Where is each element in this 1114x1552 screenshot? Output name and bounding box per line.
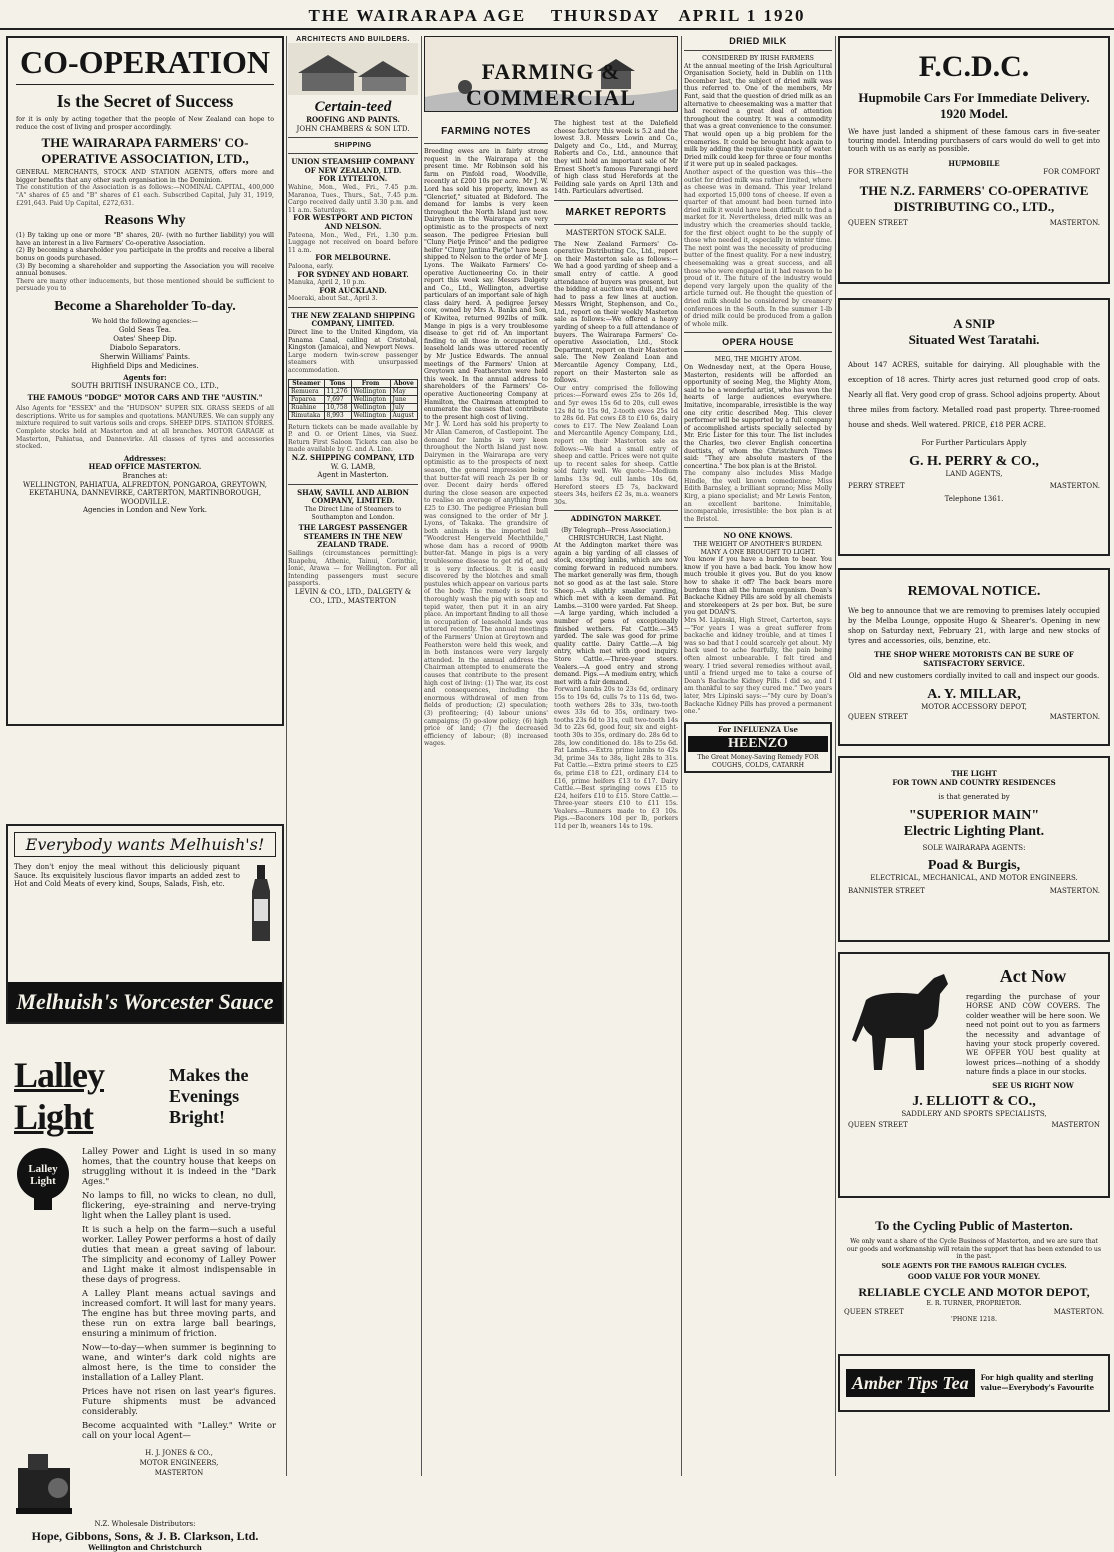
day: THURSDAY — [550, 6, 661, 25]
agencies-intro: We hold the following agencies:— — [92, 317, 198, 325]
removal-title: REMOVAL NOTICE. — [907, 584, 1041, 599]
lalley-headline-1: Makes the — [169, 1064, 249, 1085]
masterton-sale-text: The New Zealand Farmers' Co-operative Distributing Co., Ltd., report on their Masterton sale as follows:—We had a good yarding of sheep and a small entry of cattle. A good attendance of buyers was present, but the bidding at auction was dull, and we had to pass a few lines at auction. Messrs Wright, Stephenson, and Co., Ltd., report on their weekly Masterton sale as follows:—We offered a heavy yarding of sheep to a full attendance of buyers. The Wairarapa Farmers' Co-operative Association, Ltd., Stock Department, report on their Masterton sale. The New Zealand Loan and Mercantile Agency Company, Ltd., report on their Masterton sale as follows. — [554, 240, 678, 385]
opera-filler: The company also includes Miss Madge Hindle, the well known comedienne; Miss Edith Barnsley, a brilliant soprano; Miss Molly Kirg, a piano specialist; and Mr Lewis Fenton, an excellent baritone. Inimitable, incomparable, irresistible: the box plan is at the Bristol. — [684, 470, 832, 523]
opera-house-heading: OPERA HOUSE — [722, 337, 794, 348]
melhuish-ad — [6, 824, 284, 1024]
removal-shop: THE SHOP WHERE MOTORISTS CAN BE SURE OF SATISFACTORY SERVICE. — [874, 650, 1074, 668]
cycle-name: RELIABLE CYCLE AND MOTOR DEPOT, — [858, 1284, 1090, 1299]
date: APRIL 1 1920 — [678, 6, 806, 25]
act-role: SADDLERY AND SPORTS SPECIALISTS, — [901, 1110, 1047, 1119]
amber-tips-ad — [838, 1354, 1110, 1412]
certainteed-brand: Certain-teed — [314, 99, 392, 115]
cell: Wellington — [351, 403, 390, 411]
snip-town: MASTERTON. — [1049, 482, 1100, 491]
agency-item: Oates' Sheep Dip. — [113, 334, 177, 343]
light-ad — [838, 756, 1110, 942]
column-3 — [424, 36, 678, 1476]
snip-sub: Situated West Taratahi. — [908, 332, 1040, 347]
shaw-agents: LEVIN & CO., LTD., DALGETY & CO., LTD., MASTERTON — [294, 587, 412, 605]
masthead — [0, 0, 1114, 30]
masterton-sale-filler: Our entry comprised the following prices:—Forward ewes 25s to 26s 1d, and 5yr ewes 15s 6d to 20s, cull ewes 12s 8d to 15s 9d, 2-tooth ewes 25s 1d to 28s 6d. Fat cows £8 to £10 6s, dairy cows to £17. The New Zealand Loan and Mercantile Agency Company, Ltd., report on their Masterton sale as follows:—We had a small entry of sheep and cattle. Prices were not quite up to recent sales for sheep. Cattle sold fairly well. We quote:—Medium lambs 13s 9d, cull lambs 10s 6d, Hereford steers £5 7s, backward steers 34s, heifers £2 3s, m.a. weaners 30s. — [554, 384, 678, 506]
coop-capital: The constitution of the Association is as follows:—NOMINAL CAPITAL, 400,000 "A" shares of £5 and "B" shares of £1 each. Subscribed Capital, July 31, 1919, £291,643. Paid Up Capital, £272,631. — [16, 184, 274, 207]
snip-ad — [838, 298, 1110, 556]
cell: Wellington — [351, 411, 390, 419]
lalley-headline-2: Evenings Bright! — [169, 1085, 240, 1127]
fcdc-sub-1: Hupmobile Cars For Immediate Delivery. — [858, 90, 1090, 105]
table-header: Steamer — [289, 379, 325, 387]
agent-name: W. G. LAMB, — [330, 462, 376, 471]
flu-brand: HEENZO — [688, 736, 828, 752]
cycle-good: GOOD VALUE FOR YOUR MONEY. — [907, 1272, 1041, 1282]
cell: August — [390, 411, 417, 419]
no-one-text: You know if you have a burden to bear. You know if you have a bad back. You know how much trouble it gives you. But do you know how to shake it off? The back bears more burdens than all the human organism. Doan's Backache Kidney Pills are sold by all chemists and storekeepers at 2s per box. But, be sure you get DOAN'S. — [684, 556, 832, 617]
table-row — [289, 395, 418, 403]
cell: 10,758 — [324, 403, 351, 411]
opera-text: On Wednesday next, at the Opera House, Masterton, residents will be afforded an opportunity of seeing Meg, the Mighty Atom, said to be a wonderful artist, who has won the hearts of large audiences everywhere. Imitative, incomparable, irresistible is the way one city critic described Meg. This clever performer will be supported by a full company of accomplished artists specially selected by Mr. Eric Lister for this tour. The list includes the Charles, two clever English concertina duettists, of whom the Christchurch Times said: "They are absolute masters of the concertina." The box plan is at the Bristol. — [684, 363, 832, 470]
reasons-heading: Reasons Why — [104, 213, 186, 229]
notes-right-text: The highest test at the Dalefield cheese factory this week is 5.2 and the lowest 3.8. Messrs Lowin and Co., Dalgety and Co., Ltd., and Murray, Roberts and Co., Ltd., announce that they will hold an important sale of Mr Ernest Short's famous Parerangi herd of high class stud Herefords at the Feilding sale yards on April 13th and 14th. Particulars advertised. — [554, 120, 678, 196]
fcdc-hup: HUPMOBILE — [948, 158, 1000, 168]
opera-sub: MEG, THE MIGHTY ATOM. — [714, 356, 802, 364]
light-plant: Electric Lighting Plant. — [903, 823, 1045, 839]
dried-milk-sub: CONSIDERED BY IRISH FARMERS — [702, 55, 814, 62]
addington-text: At the Addington market there was again a big yarding of all classes of stock, excepting lambs, which are now coming forward in reduced numbers. The market generally was firm, though not so good as at the last sale. Store Sheep.—A slightly smaller yarding, which met with a keen demand. Fat Lambs.—3100 were yarded. Fat Sheep.—A large yarding, which included a number of pens of exceptionally finished wethers. Fat Cattle.—345 yarded. The sale was good for prime quality cattle. Dairy Cattle.—A big entry, which met with good inquiry. Store Cattle.—Three-year steers. Vealers.—A good entry and strong demand. Pigs.—A medium entry, which met with a fair demand. — [554, 542, 678, 686]
snip-title: A SNIP — [953, 316, 995, 331]
cell: Wellington — [351, 395, 390, 403]
return-tickets: Return tickets can be made available by P. and O. or Orient Lines, via Suez. Return First Saloon Tickets can also be made available by C. and A. Line. — [288, 423, 418, 454]
heenzo-ad — [684, 722, 832, 774]
cycle-title: To the Cycling Public of Masterton. — [875, 1218, 1073, 1233]
act-see: SEE US RIGHT NOW — [992, 1080, 1074, 1090]
act-firm: J. ELLIOTT & CO., — [912, 1094, 1036, 1110]
lalley-agent: H. J. JONES & CO., — [145, 1449, 213, 1457]
cycle-ad — [838, 1208, 1110, 1332]
flu-sub: The Great Money-Saving Remedy FOR COUGHS, COLDS, CATARRH — [697, 754, 819, 769]
lalley-para-4: A Lalley Plant means actual savings and increased comfort. It will last for many years. The engine has but three moving parts, and these run on extra large ball bearings, ensuring a minimum of friction. — [82, 1288, 276, 1338]
shaw-largest: THE LARGEST PASSENGER STEAMERS IN THE NEW ZEALAND TRADE. — [298, 523, 408, 550]
sauce-bottle-icon — [246, 863, 276, 943]
fcdc-ad — [838, 36, 1110, 284]
table-header: From — [351, 379, 390, 387]
snip-role: LAND AGENTS, — [945, 469, 1003, 478]
melhuish-body: They don't enjoy the meal without this deliciously piquant Sauce. Its exquisitely luscious flavor imparts an added zest to Hot and Cold Meats of every kind, Soups, Salads, Fish, etc. — [14, 863, 240, 889]
removal-town: MASTERTON. — [1049, 713, 1100, 722]
lalley-distributors-label: N.Z. Wholesale Distributors: — [94, 1520, 196, 1528]
for-westport: FOR WESTPORT AND PICTON AND NELSON. — [293, 213, 413, 231]
for-melbourne: FOR MELBOURNE. — [315, 253, 391, 263]
agency-item: Gold Seas Tea. — [118, 325, 172, 334]
lalley-bulb-icon — [14, 1146, 72, 1212]
no-one-filler: Mrs M. Lipinski, High Street, Carterton, says:—"For years I was a great sufferer from backache and kidney trouble, and at times I was so bad that I could scarcely get about. My back used to ache fearfully, the pain being often almost unbearable. I felt tired and weary. I tried several remedies without avail, until a friend urged me to take a course of Doan's Backache Kidney Pills. I did so, and I am thankful to say they cured me." Two years later, Mrs Lipinski says:—"My cure by Doan's Backache Kidney Pills has proved a permanent one." — [684, 616, 832, 716]
reason-3: (3) By becoming a shareholder and supporting the Association you will receive annual bonuses. — [16, 262, 274, 278]
shipping-heading: SHIPPING — [334, 142, 372, 150]
fcdc-text: We have just landed a shipment of these famous cars in five-seater touring model. Intending purchasers of cars would do well to get into touch with us as early as possible. — [848, 128, 1100, 154]
cell: Wellington — [351, 387, 390, 395]
column-5 — [838, 36, 1110, 1476]
shaw-name: SHAW, SAVILL AND ALBION COMPANY, LIMITED. — [297, 487, 409, 506]
removal-text: We beg to announce that we are removing to premises lately occupied by the Melba Lounge, opposite Hugo & Shearer's. Opening in new shop on Saturday next, February 21, with large and new stocks of tyres and accessories, oils, benzine, etc. — [848, 607, 1100, 645]
shipping-table — [288, 379, 418, 420]
snip-phone: Telephone 1361. — [944, 494, 1004, 503]
dried-milk-heading: DRIED MILK — [729, 36, 787, 46]
address-heading: Addresses: — [123, 453, 167, 463]
westport-times: Pateena, Mon., Wed., Fri., 1.30 p.m. Luggage not received on board before 11 a.m. — [288, 231, 418, 254]
table-header: Tons — [324, 379, 351, 387]
coop-intro: for it is only by acting together that the people of New Zealand can hope to reduce the cost of living and prosper accordingly. — [16, 116, 274, 131]
cell: Ruahine — [289, 403, 325, 411]
dealer: JOHN CHAMBERS & SON LTD. — [296, 124, 410, 133]
cycle-prop: E. R. TURNER, PROPRIETOR. — [926, 1299, 1022, 1307]
melhuish-banner: Melhuish's Worcester Sauce — [8, 982, 282, 1022]
coop-more: Also Agents for "ESSEX" and the "HUDSON" SUPER SIX. GRASS SEEDS of all descriptions. Write us for samples and quotations. MANURES. We can supply any mixture required to suit various soils and crops. SHEEP DIPS. STATION STORES. Complete stocks held at Masterton and at all branches. MOTOR GARAGE at Masterton, Pahiatua, and Dannevirke. All classes of tyres and accessories stocked. — [16, 405, 274, 451]
lalley-agent-role: MOTOR ENGINEERS, — [139, 1459, 219, 1467]
building-illustration-icon — [288, 43, 418, 95]
market-reports-heading: MARKET REPORTS — [565, 206, 667, 218]
agents-for: Agents for: — [123, 372, 167, 382]
nzsc-direct: Direct line to the United Kingdom, via Panama Canal, calling at Cristobal, Kingston (Jamaica), and Newport News. — [288, 329, 418, 352]
lalley-distributors-city: Wellington and Christchurch — [88, 1542, 202, 1552]
cycle-street: QUEEN STREET — [844, 1307, 904, 1316]
farming-banner-title: FARMING & COMMERCIAL — [465, 59, 637, 110]
lalley-para-5: Now—to-day—when summer is beginning to wane, and winter's dark cold nights are almost here, is the time to consider the installation of a Lalley Plant. — [82, 1342, 276, 1382]
flu-title: For INFLUENZA Use — [718, 724, 798, 734]
cars: THE FAMOUS "DODGE" MOTOR CARS AND THE "AUSTIN." — [27, 392, 263, 402]
nzsc-name: THE NEW ZEALAND SHIPPING COMPANY, LIMITED. — [291, 310, 415, 329]
lalley-para-7: Become acquainted with "Lalley." Write or call on your local Agent— — [82, 1420, 276, 1440]
nzsc-note: Large modern twin-screw passenger steamers with unsurpassed accommodation. — [288, 351, 418, 375]
addington-dateline: (By Telegraph—Press Association.) CHRISTCHURCH, Last Night. — [561, 526, 671, 542]
lyttelton-times: Wahine, Mon., Wed., Fri., 7.45 p.m. Maranoa, Tues., Thurs., Sat., 7.45 p.m. Cargo received daily until 3.30 p.m. and 11 a.m. Saturdays. — [288, 183, 418, 214]
cooperation-ad — [6, 36, 284, 726]
light-role: ELECTRICAL, MECHANICAL, AND MOTOR ENGINEERS. — [870, 874, 1078, 883]
light-for: FOR TOWN AND COUNTRY RESIDENCES — [892, 777, 1056, 787]
table-header: Above — [390, 379, 417, 387]
farming-banner — [424, 36, 678, 112]
no-one-heading: NO ONE KNOWS. — [723, 531, 793, 541]
fcdc-comfort: FOR COMFORT — [1043, 168, 1100, 177]
light-heading: THE LIGHT — [951, 769, 997, 778]
cell: June — [390, 395, 417, 403]
light-name: "SUPERIOR MAIN" — [908, 807, 1040, 823]
engine-icon — [14, 1448, 74, 1518]
no-one-sub: THE WEIGHT OF ANOTHER'S BURDEN. — [693, 541, 823, 549]
architects-heading: ARCHITECTS AND BUILDERS. — [296, 36, 410, 43]
branches: WELLINGTON, PAHIATUA, ALFREDTON, PONGAROA, GREYTOWN, EKETAHUNA, DANNEVIRKE, CARTERTON, MARTINBOROUGH, WOODVILLE. — [22, 480, 268, 506]
cell: Remuera — [289, 387, 325, 395]
shaw-direct: The Direct Line of Steamers to Southampton and London. — [304, 505, 402, 521]
insurance: SOUTH BRITISH INSURANCE CO., LTD., — [71, 382, 219, 391]
for-sydney: FOR SYDNEY AND HOBART. — [297, 269, 409, 279]
removal-name: A. Y. MILLAR, — [927, 686, 1021, 702]
cell: 11,276 — [324, 387, 351, 395]
amber-text: For high quality and sterling value—Everybody's Favourite — [980, 1373, 1095, 1392]
uss-name: UNION STEAMSHIP COMPANY OF NEW ZEALAND, LTD. — [291, 157, 415, 175]
addington-filler: Forward lambs 20s to 23s 6d, ordinary 15s to 19s 6d, culls 7s to 11s 6d, two-tooth wethers 28s to 33s, two-tooth ewes 33s 6d to 35s, ordinary two-tooths 23s 6d to 31s, cull two-tooth 14s 3d to 22s 6d, good four, six and eight-tooth 30s to 35s, ordinary do. 28s 6d to 28s, low conditioned do. 18s to 25s 6d. Fat Lambs.—Extra prime lambs to 42s 3d, prime 34s to 38s, light 28s to 31s. Fat Cattle.—Extra prime steers to £25 6s, prime £18 to £21, ordinary £14 to £16, prime heifers £13 to £17. Dairy Cattle.—Best springing cows £15 to £24, heifers £10 to £15. Store Cattle.—Three-year steers £10 to £11 15s. Vealers.—Runners made to £3 10s. Pigs.—Baconers 10d per lb, porkers 11d per lb, weaners 14s to 19s. — [554, 686, 678, 831]
cycle-text: We only want a share of the Cycle Business of Masterton, and we are sure that our goods and workmanship will retain the support that has been extended to us in the past. — [846, 1238, 1102, 1261]
agency-item: Sherwin Williams' Paints. — [99, 352, 191, 361]
roofing: ROOFING AND PAINTS. — [306, 115, 400, 124]
light-street: BANNISTER STREET — [848, 886, 925, 895]
snip-more: For Further Particulars Apply — [921, 439, 1027, 447]
for-lyttelton: FOR LYTTELTON. — [318, 174, 388, 184]
agencies-abroad: Agencies in London and New York. — [83, 506, 207, 515]
lalley-brand: Lalley Light — [14, 1055, 104, 1137]
column-2 — [288, 36, 418, 1476]
farming-notes-filler: Mr J. W. Lord has sold his property to Mr Allan Cameron, of Castlepoint. The demand for lambs is very keen throughout the North Island just now. Dairymen in the Wairarapa are very optimistic as to the prospects of next season, the general impression being that butter-fat will reach 2s per lb or over. Decent dairy herds offered during the close season are expected to realise an average of anything from £25 to £30. The pedigree Friesian bull was consigned to the order of Mr J. Lyons, of Takaka. The grandsire of both animals is the imported bull "Woodcrest Hengerveld Mechthilde," whose dam has a record of 990lb butter-fat. Mange in pigs is a very troublesome disease to get rid of, and it is very infectious. It is easily discovered by the blotches and small pustules which appear on various parts of the body. The remedy is first to thoroughly wash the pig with soap and tepid water, then put it in an airy place. An important finding to all those in occupation of leasehold lands was uttered recently. The annual meetings of the Farmers' Union at Greytown and Featherston were held this week, and in both instances were very largely attended. In the annual address the Chairman attempted to enumerate the causes that contribute to the present high cost of living: (1) The war, its cost and consequences, including the enormous withdrawal of men from fields of production; (2) speculation; (3) profiteering; (4) labour unions' campaigns; (5) go-slow policy; (6) high price of land; (7) the decreased efficiency of labour; (8) increased wages. — [424, 421, 548, 748]
sydney-times: Manuka, April 2, 10 p.m. — [288, 279, 367, 287]
no-one-sub-2: MANY A ONE BROUGHT TO LIGHT. — [700, 548, 816, 556]
horse-icon — [848, 960, 958, 1090]
cell: Rimutaka — [289, 411, 325, 419]
light-firm: Poad & Burgis, — [927, 858, 1021, 874]
cell: Paparoa — [289, 395, 325, 403]
table-row — [289, 411, 418, 419]
become-heading: Become a Shareholder To-day. — [54, 298, 236, 314]
lalley-ad — [6, 1050, 284, 1552]
cell: July — [390, 403, 417, 411]
agency-item: Diabolo Separators. — [109, 343, 181, 352]
cycle-agents: SOLE AGENTS FOR THE FAMOUS RALEIGH CYCLES. — [881, 1262, 1067, 1270]
act-now-ad — [838, 952, 1110, 1198]
light-town: MASTERTON. — [1049, 886, 1100, 895]
removal-invite: Old and new customers cordially invited to call and inspect our goods. — [848, 672, 1100, 681]
reasons-more: There are many other inducements, but those mentioned should be sufficient to persuade you to — [16, 277, 274, 293]
reason-1: (1) By taking up one or more "B" shares, 20/- (with no further liability) you will have an interest in a live Farmers' Co-operative Association. — [16, 232, 274, 247]
farming-notes-heading: FARMING NOTES — [441, 126, 531, 137]
cycle-phone: 'PHONE 1218. — [951, 1316, 997, 1324]
snip-agent: G. H. PERRY & CO., — [909, 453, 1039, 469]
svg-text:Lalley: Lalley — [28, 1163, 58, 1175]
masterton-sale-heading: MASTERTON STOCK SALE. — [565, 228, 667, 237]
for-auckland: FOR AUCKLAND. — [319, 285, 387, 295]
coop-title: CO-OPERATION — [16, 44, 274, 85]
lalley-agent-town: MASTERTON — [154, 1469, 204, 1477]
cell: May — [390, 387, 417, 395]
cell: 7,697 — [324, 395, 351, 403]
melbourne-times: Paloona, early. — [288, 262, 334, 270]
shaw-sailings: Sailings (circumstances permitting): Ruapehu, Athenic, Tainui, Corinthic, Ionic, Arawa — for Wellington. For all Intending passengers must secure passports. — [288, 549, 418, 588]
removal-street: QUEEN STREET — [848, 713, 908, 722]
act-town: MASTERTON — [1051, 1120, 1100, 1129]
svg-text:Light: Light — [30, 1175, 56, 1187]
lalley-para-6: Prices have not risen on last year's figures. Future shipments must be advanced considerably. — [82, 1386, 276, 1416]
lalley-distributors: Hope, Gibbons, Sons, & J. B. Clarkson, Ltd. — [31, 1528, 259, 1543]
snip-street: PERRY STREET — [848, 482, 905, 491]
nzsc-agent: N.Z. SHIPPING COMPANY, LTD — [291, 453, 415, 462]
auckland-times: Moeraki, about Sat., April 3. — [288, 295, 378, 303]
light-generated: is that generated by — [938, 793, 1010, 802]
act-street: QUEEN STREET — [848, 1120, 908, 1129]
fcdc-street: QUEEN STREET — [848, 218, 908, 227]
act-text: regarding the purchase of your HORSE AND COW COVERS. The colder weather will be here soon. We need not point out to you as farmers the necessity and advantage of having your stock properly covered. WE OFFER YOU best quality at lowest prices—nothing of a shoddy nature finds a place in our stocks. — [966, 993, 1100, 1077]
coop-subtitle: Is the Secret of Success — [56, 91, 234, 111]
branches-heading: Branches at: — [122, 472, 168, 481]
light-agents: SOLE WAIRARAPA AGENTS: — [922, 843, 1026, 852]
fcdc-town: MASTERTON. — [1049, 218, 1100, 227]
amber-brand: Amber Tips Tea — [846, 1369, 975, 1397]
melhuish-slogan: Everybody wants Melhuish's! — [14, 832, 276, 857]
fcdc-strength: FOR STRENGTH — [848, 168, 909, 177]
removal-role: MOTOR ACCESSORY DEPOT, — [921, 702, 1027, 711]
snip-text: About 147 ACRES, suitable for dairying. All ploughable with the exception of 18 acres. Thirty acres just returned good crop of oats. Nearly all flat. Very good crop of grass. School adjoins property. About three miles from factory. Metalled road past property. Three-roomed house and sheds. Well watered. PRICE, £18 PER ACRE. — [848, 361, 1100, 429]
removal-ad — [838, 568, 1110, 746]
addington-heading: ADDINGTON MARKET. — [570, 514, 662, 524]
head-office: HEAD OFFICE MASTERTON. — [88, 462, 202, 472]
fcdc-org: THE N.Z. FARMERS' CO-OPERATIVE DISTRIBUTING CO., LTD., — [859, 182, 1089, 214]
column-4 — [684, 36, 832, 1476]
farming-notes-text: Breeding ewes are in fairly strong request in the Wairarapa at the present time. Mr Robinson sold his farm on Pinfold road, Woodville, recently at £200 10s per acre. Mr J. W. Lord has sold his property, known as "Glencrief," situated at Bideford. The demand for lambs is very keen throughout the North Island just now. Dairymen in the Wairarapa are very optimistic as to the prospects of next season. The pedigree Friesian bull "Cluny Pietje Prince" and the pedigree heifer "Cluny Jantina Pietje" have been shipped to Nelson to the order of Mr J. Lyons. The Waikato Farmers' Co-operative Auctioneering Co. in their report this week say. Messrs Dalgety and Co., Ltd., Wellington, advertise particulars of an important sale of high class dairy herd. A pedigree Jersey cow, owned by Mrs A. Banks and Son, of Kiwitea, returned 992lbs of milk. Mange in pigs is a very troublesome disease to get rid of. An important finding to all those in occupation of leasehold lands was uttered recently by Mr Justice Edwards. The annual meetings of the Farmers' Union at Greytown and Featherston were held this week. In the annual address to shareholders of the Farmers' Co-operative Auctioneering Company at Hamilton, the Chairman attempted to enumerate the causes that contribute to the present high cost of living. — [424, 148, 548, 421]
act-title: Act Now — [999, 966, 1067, 986]
dried-milk-filler: Another aspect of the question was this—the outlet for dried milk was rather limited, where as cheese was in demand. This year Ireland had exported 15,000 tons of cheese. If even a quarter of that amount had been turned into dried milk it would have been difficult to find a market for it. Nevertheless, dried milk was an industry which the creameries should tackle, for the first object ought to be the supply of those who needed it, especially in winter time. The next point was the necessity of producing butter of the finest quality. For a new industry, cheesemaking was a great success, and all those who were engaged in it had reason to be proud of it. The future of the industry would depend very largely upon the quality of the article turned out. He thought the question of dried milk should be considered by creamery conferences in the South. In the summer 1-lb of dried milk could be produced from a gallon of whole milk. — [684, 168, 832, 328]
fcdc-title: F.C.D.C. — [918, 50, 1030, 83]
lalley-para-3: It is such a help on the farm—such a useful worker. Lalley Power performs a host of daily duties that mean a great saving of labour. The simplicity and economy of Lalley Power and Light make it almost indispensable in these days of progress. — [82, 1224, 276, 1284]
agency-item: Highfield Dips and Medicines. — [91, 361, 199, 370]
reason-2: (2) By becoming a shareholder you participate in the profits and receive a liberal bonus on goods purchased. — [16, 247, 274, 262]
lalley-para-2: No lamps to fill, no wicks to clean, no dull, flickering, eye-straining and nerve-trying light when the Lalley plant is used. — [82, 1190, 276, 1220]
coop-desc: GENERAL MERCHANTS, STOCK AND STATION AGENTS, offers more and bigger benefits that any other such organisation in the Dominion. — [16, 169, 274, 184]
cycle-town: MASTERTON. — [1053, 1307, 1104, 1316]
agent-place: Agent in Masterton. — [317, 471, 389, 480]
paper-name: THE WAIRARAPA AGE — [308, 6, 527, 25]
lalley-para-1: Lalley Power and Light is used in so many homes, that the country house that keeps on struggling without it is indeed in the "Dark Ages." — [82, 1146, 276, 1186]
column-1 — [6, 36, 284, 1552]
cell: 8,993 — [324, 411, 351, 419]
coop-org: THE WAIRARAPA FARMERS' CO-OPERATIVE ASSOCIATION, LTD., — [41, 135, 249, 167]
dried-milk-text: At the annual meeting of the Irish Agricultural Organisation Society, held in Dublin on 11th December last, the subject of dried milk was thus referred to. One of the members, Mr Fant, said that the question of dried milk as an alternative to cheesemaking was a matter that had received a great deal of attention throughout the country. It was a commodity that was a great convenience to the consumer. That would open up a big problem for the creameries. It could be brought back again to milk by adding the requisite quantity of water. Dried milk could keep for three or four months if it were put up in sealed packages. — [684, 62, 832, 169]
table-row — [289, 403, 418, 411]
table-row — [289, 387, 418, 395]
fcdc-sub-2: 1920 Model. — [940, 106, 1008, 121]
